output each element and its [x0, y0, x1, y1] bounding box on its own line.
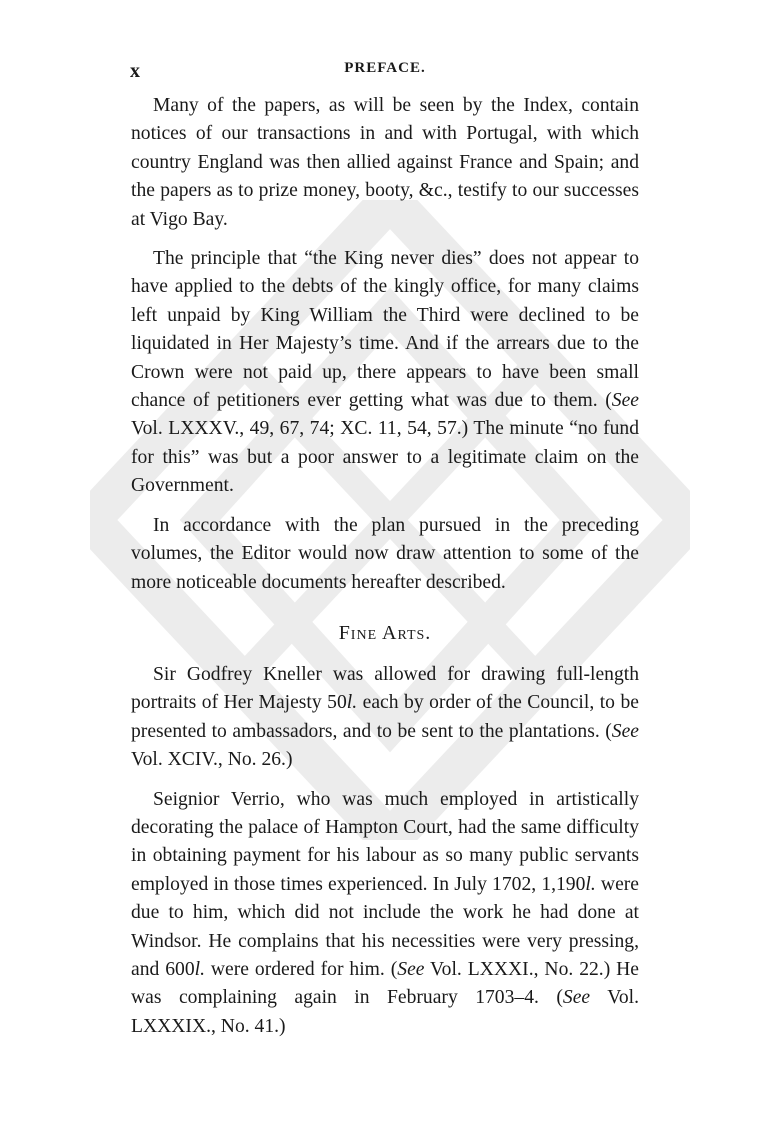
paragraph-text: were due to him, which did not include the work he had done at Windsor. He complains that his necessities were very pressing, and 600 [131, 873, 639, 980]
see-reference: See [611, 720, 639, 742]
paragraph-text: Vol. LXXXI., No. 22.) He was complaining again in February 1703–4. ( [131, 958, 639, 1009]
paragraph-text: In accordance with the plan pursued in the preceding volumes, the Editor would now draw attention to some of the more noticeable documents hereafter described. [131, 514, 639, 593]
paragraph-verrio [131, 786, 639, 1042]
page-number: x [130, 60, 140, 82]
paragraph-text: The principle that “the King never dies” does not appear to have applied to the debts of the kingly office, for many claims left unpaid by King William the Third were declined to be liquidated in Her Majesty’s time. And if the arrears due to the Crown were not paid up, there appears to have been small chance of petitioners ever getting what was due to them. ( [131, 248, 639, 412]
body-text [131, 92, 639, 1052]
pound-abbrev: l. [194, 958, 205, 980]
paragraph-text: Many of the papers, as will be seen by the Index, contain notices of our transactions in and with Portugal, with which country England was then allied against France and Spain; and the papers as to prize money, booty, &c., testify to our successes at Vigo Bay. [131, 95, 639, 230]
pound-abbrev: l. [346, 692, 358, 714]
see-reference: See [611, 390, 639, 412]
paragraph-portugal [131, 92, 639, 234]
paragraph-text: Vol. XCIV., No. 26.) [131, 749, 293, 771]
see-reference: See [562, 987, 591, 1009]
paragraph-text: Vol. LXXXV., 49, 67, 74; XC. 11, 54, 57.) The minute “no fund for this” was but a poor answer to a legitimate claim on the Government. [131, 418, 639, 497]
paragraph-king-never-dies [131, 245, 639, 501]
pound-abbrev: l. [585, 873, 596, 895]
paragraph-kneller [131, 661, 639, 775]
see-reference: See [397, 958, 425, 980]
running-title: PREFACE. [344, 60, 426, 76]
paragraph-text: Seignior Verrio, who was much employed in artistically decorating the palace of Hampton Court, had the same difficulty in obtaining payment for his labour as so many public servants employed in those times experienced. In July 1702, 1,190 [131, 788, 639, 895]
page-header [130, 56, 640, 84]
paragraph-text: were ordered for him. ( [204, 958, 398, 980]
section-heading-fine-arts: Fine Arts. [338, 621, 432, 644]
paragraph-text: each by order of the Council, to be presented to ambassadors, and to be sent to the plantations. ( [131, 692, 639, 742]
paragraph-text: Sir Godfrey Kneller was allowed for drawing full-length portraits of Her Majesty 50 [131, 663, 639, 714]
paragraph-editor-plan [131, 512, 639, 597]
paragraph-text: Vol. LXXXIX., No. 41.) [131, 987, 639, 1037]
